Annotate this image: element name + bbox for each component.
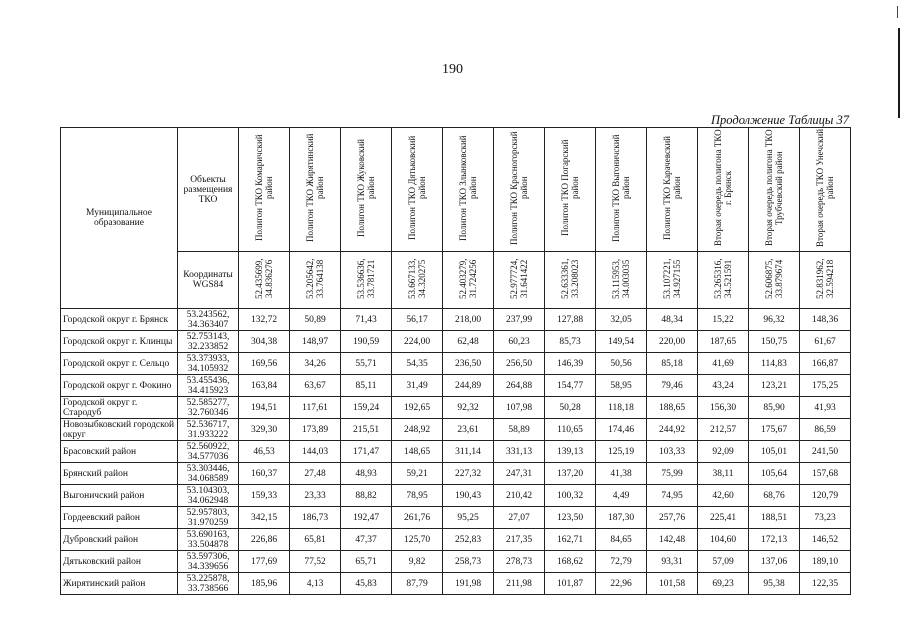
distance-cell: 177,69 — [239, 551, 290, 573]
distance-cell: 241,50 — [800, 441, 851, 463]
distance-cell: 122,35 — [800, 573, 851, 595]
municipality-coords: 53.104303, 34.062948 — [178, 485, 239, 507]
municipality-coords: 52.536717, 31.933222 — [178, 419, 239, 441]
distance-cell: 72,79 — [596, 551, 647, 573]
distance-cell: 107,98 — [494, 397, 545, 419]
landfill-coords: 52.403279, 31.724256 — [458, 258, 478, 299]
landfill-coords: 53.205642, 33.764138 — [305, 258, 325, 299]
landfill-coords: 52.831962, 32.594218 — [815, 258, 835, 299]
table-row — [61, 529, 851, 551]
distance-cell: 169,56 — [239, 353, 290, 375]
table-row — [61, 331, 851, 353]
distance-cell: 148,65 — [392, 441, 443, 463]
distance-cell: 160,37 — [239, 463, 290, 485]
municipality-coords: 53.225878, 33.738566 — [178, 573, 239, 595]
landfill-column-header — [647, 128, 698, 252]
distance-cell: 185,96 — [239, 573, 290, 595]
municipality-name: Жирятинский район — [61, 573, 178, 595]
distance-cell: 329,30 — [239, 419, 290, 441]
distance-cell: 159,33 — [239, 485, 290, 507]
table-row — [61, 551, 851, 573]
distance-cell: 212,57 — [698, 419, 749, 441]
distance-cell: 27,07 — [494, 507, 545, 529]
municipality-coords: 52.753143, 32.233852 — [178, 331, 239, 353]
distance-cell: 248,92 — [392, 419, 443, 441]
municipality-coords: 53.243562, 34.363407 — [178, 309, 239, 331]
landfill-coords: 52.633361, 33.208023 — [560, 258, 580, 299]
table-row — [61, 463, 851, 485]
page-number: 190 — [442, 62, 463, 77]
municipality-name: Городской округ г. Брянск — [61, 309, 178, 331]
distance-cell: 41,38 — [596, 463, 647, 485]
distance-cell: 142,48 — [647, 529, 698, 551]
distance-cell: 188,51 — [749, 507, 800, 529]
distance-cell: 9,82 — [392, 551, 443, 573]
distance-cell: 103,33 — [647, 441, 698, 463]
distance-cell: 261,76 — [392, 507, 443, 529]
distance-cell: 189,10 — [800, 551, 851, 573]
distance-cell: 101,58 — [647, 573, 698, 595]
landfill-coords-header — [545, 252, 596, 309]
distance-cell: 77,52 — [290, 551, 341, 573]
distance-cell: 69,23 — [698, 573, 749, 595]
landfill-name: Полигон ТКО Красногорский район — [509, 131, 529, 245]
distance-cell: 41,69 — [698, 353, 749, 375]
landfill-column-header — [239, 128, 290, 252]
table-row — [61, 441, 851, 463]
distance-cell: 85,73 — [545, 331, 596, 353]
distance-cell: 110,65 — [545, 419, 596, 441]
landfill-coords-header — [341, 252, 392, 309]
distance-cell: 125,70 — [392, 529, 443, 551]
distance-cell: 117,61 — [290, 397, 341, 419]
distance-cell: 215,51 — [341, 419, 392, 441]
distance-cell: 4,13 — [290, 573, 341, 595]
landfill-coords-header — [494, 252, 545, 309]
landfill-name: Полигон ТКО Дятьковский район — [407, 135, 427, 241]
distance-cell: 150,75 — [749, 331, 800, 353]
municipality-name: Городской округ г. Клинцы — [61, 331, 178, 353]
distance-cell: 78,95 — [392, 485, 443, 507]
distance-cell: 46,53 — [239, 441, 290, 463]
objects-header: Объекты размещения ТКО — [178, 128, 239, 252]
distance-cell: 252,83 — [443, 529, 494, 551]
table-body — [61, 309, 851, 595]
table-caption: Продолжение Таблицы 37 — [711, 113, 849, 127]
landfill-name: Вторая очередь полигона ТКО Трубчевский район — [764, 129, 784, 247]
distance-table — [60, 127, 851, 595]
landfill-coords-header — [749, 252, 800, 309]
distance-cell: 127,88 — [545, 309, 596, 331]
landfill-coords: 53.107221, 34.927155 — [662, 258, 682, 299]
distance-cell: 55,71 — [341, 353, 392, 375]
distance-cell: 48,34 — [647, 309, 698, 331]
distance-cell: 65,81 — [290, 529, 341, 551]
municipality-name: Городской округ г. Сельцо — [61, 353, 178, 375]
landfill-coords: 53.536636, 33.781721 — [356, 258, 376, 299]
table-row — [61, 507, 851, 529]
landfill-column-header — [341, 128, 392, 252]
distance-cell: 101,87 — [545, 573, 596, 595]
municipality-coords: 53.303446, 34.068589 — [178, 463, 239, 485]
distance-cell: 186,73 — [290, 507, 341, 529]
distance-cell: 137,20 — [545, 463, 596, 485]
distance-cell: 146,39 — [545, 353, 596, 375]
landfill-name: Полигон ТКО Погарский район — [560, 139, 580, 237]
distance-cell: 42,60 — [698, 485, 749, 507]
distance-cell: 227,32 — [443, 463, 494, 485]
distance-cell: 123,21 — [749, 375, 800, 397]
landfill-name: Полигон ТКО Комаричский район — [254, 134, 274, 242]
landfill-coords: 53.667133, 34.320275 — [407, 258, 427, 299]
distance-cell: 95,25 — [443, 507, 494, 529]
distance-cell: 23,33 — [290, 485, 341, 507]
distance-cell: 148,36 — [800, 309, 851, 331]
municipality-name: Дятьковский район — [61, 551, 178, 573]
distance-cell: 50,56 — [596, 353, 647, 375]
distance-cell: 47,37 — [341, 529, 392, 551]
distance-cell: 23,61 — [443, 419, 494, 441]
distance-cell: 45,83 — [341, 573, 392, 595]
distance-cell: 48,93 — [341, 463, 392, 485]
distance-cell: 93,31 — [647, 551, 698, 573]
distance-cell: 92,09 — [698, 441, 749, 463]
municipality-coords: 53.690163, 33.504878 — [178, 529, 239, 551]
distance-cell: 86,59 — [800, 419, 851, 441]
distance-cell: 54,35 — [392, 353, 443, 375]
municipality-name: Выгоничский район — [61, 485, 178, 507]
coords-header: Координаты WGS84 — [178, 252, 239, 309]
distance-cell: 224,00 — [392, 331, 443, 353]
distance-cell: 75,99 — [647, 463, 698, 485]
distance-cell: 50,89 — [290, 309, 341, 331]
distance-cell: 237,99 — [494, 309, 545, 331]
distance-cell: 139,13 — [545, 441, 596, 463]
municipality-header: Муниципальное образование — [61, 128, 178, 309]
landfill-coords-header — [800, 252, 851, 309]
distance-cell: 4,49 — [596, 485, 647, 507]
distance-cell: 173,89 — [290, 419, 341, 441]
landfill-column-header — [749, 128, 800, 252]
distance-cell: 96,32 — [749, 309, 800, 331]
distance-cell: 95,38 — [749, 573, 800, 595]
landfill-coords: 53.115953, 34.003035 — [611, 258, 631, 299]
distance-cell: 15,22 — [698, 309, 749, 331]
distance-cell: 105,01 — [749, 441, 800, 463]
landfill-coords-header — [596, 252, 647, 309]
distance-cell: 57,09 — [698, 551, 749, 573]
landfill-column-header — [698, 128, 749, 252]
table-row — [61, 375, 851, 397]
table-row — [61, 573, 851, 595]
distance-cell: 105,64 — [749, 463, 800, 485]
municipality-name: Гордеевский район — [61, 507, 178, 529]
distance-cell: 132,72 — [239, 309, 290, 331]
landfill-name: Полигон ТКО Карачевский район — [662, 136, 682, 240]
landfill-name: Полигон ТКО Выгоничский район — [611, 134, 631, 242]
table-header — [61, 128, 851, 309]
municipality-name: Городской округ г. Фокино — [61, 375, 178, 397]
distance-cell: 144,03 — [290, 441, 341, 463]
distance-cell: 38,11 — [698, 463, 749, 485]
header-row-coords — [61, 252, 851, 309]
landfill-name: Вторая очередь ТКО Унечский район — [815, 128, 835, 248]
distance-cell: 59,21 — [392, 463, 443, 485]
distance-cell: 226,86 — [239, 529, 290, 551]
distance-cell: 187,65 — [698, 331, 749, 353]
municipality-coords: 53.455436, 34.415923 — [178, 375, 239, 397]
distance-cell: 63,67 — [290, 375, 341, 397]
distance-cell: 120,79 — [800, 485, 851, 507]
landfill-column-header — [545, 128, 596, 252]
municipality-coords: 52.560922, 34.577036 — [178, 441, 239, 463]
landfill-coords-header — [443, 252, 494, 309]
landfill-column-header — [800, 128, 851, 252]
distance-cell: 168,62 — [545, 551, 596, 573]
municipality-name: Дубровский район — [61, 529, 178, 551]
distance-cell: 258,73 — [443, 551, 494, 573]
landfill-column-header — [392, 128, 443, 252]
landfill-coords: 53.265316, 34.521591 — [713, 258, 733, 299]
municipality-name: Городской округ г. Стародуб — [61, 397, 178, 419]
landfill-coords-header — [647, 252, 698, 309]
distance-cell: 84,65 — [596, 529, 647, 551]
distance-cell: 79,46 — [647, 375, 698, 397]
landfill-name: Вторая очередь полигона ТКО г. Брянск — [713, 129, 733, 247]
distance-cell: 331,13 — [494, 441, 545, 463]
municipality-coords: 53.597306, 34.339656 — [178, 551, 239, 573]
landfill-name: Полигон ТКО Жирятинский район — [305, 133, 325, 243]
distance-cell: 123,50 — [545, 507, 596, 529]
distance-cell: 32,05 — [596, 309, 647, 331]
landfill-column-header — [290, 128, 341, 252]
distance-cell: 175,67 — [749, 419, 800, 441]
distance-cell: 172,13 — [749, 529, 800, 551]
landfill-coords: 52.606875, 33.879674 — [764, 258, 784, 299]
distance-cell: 85,90 — [749, 397, 800, 419]
distance-cell: 31,49 — [392, 375, 443, 397]
distance-cell: 278,73 — [494, 551, 545, 573]
landfill-column-header — [596, 128, 647, 252]
distance-cell: 74,95 — [647, 485, 698, 507]
distance-cell: 118,18 — [596, 397, 647, 419]
municipality-name: Новозыбковский городской округ — [61, 419, 178, 441]
distance-cell: 225,41 — [698, 507, 749, 529]
distance-cell: 192,65 — [392, 397, 443, 419]
distance-cell: 85,11 — [341, 375, 392, 397]
distance-cell: 190,43 — [443, 485, 494, 507]
distance-cell: 61,67 — [800, 331, 851, 353]
distance-cell: 210,42 — [494, 485, 545, 507]
distance-cell: 27,48 — [290, 463, 341, 485]
table-row — [61, 419, 851, 441]
landfill-coords: 52.435699, 34.836276 — [254, 258, 274, 299]
distance-cell: 191,98 — [443, 573, 494, 595]
distance-cell: 34,26 — [290, 353, 341, 375]
distance-cell: 92,32 — [443, 397, 494, 419]
distance-cell: 257,76 — [647, 507, 698, 529]
distance-cell: 211,98 — [494, 573, 545, 595]
municipality-name: Брасовский район — [61, 441, 178, 463]
distance-cell: 87,79 — [392, 573, 443, 595]
distance-cell: 68,76 — [749, 485, 800, 507]
distance-cell: 43,24 — [698, 375, 749, 397]
header-row-names — [61, 128, 851, 252]
table-row — [61, 397, 851, 419]
distance-cell: 85,18 — [647, 353, 698, 375]
distance-cell: 162,71 — [545, 529, 596, 551]
distance-cell: 190,59 — [341, 331, 392, 353]
distance-cell: 58,89 — [494, 419, 545, 441]
municipality-coords: 53.373933, 34.105932 — [178, 353, 239, 375]
distance-cell: 163,84 — [239, 375, 290, 397]
distance-cell: 71,43 — [341, 309, 392, 331]
distance-cell: 159,24 — [341, 397, 392, 419]
table-row — [61, 485, 851, 507]
distance-cell: 100,32 — [545, 485, 596, 507]
landfill-name: Полигон ТКО Злынковский район — [458, 135, 478, 241]
distance-cell: 247,31 — [494, 463, 545, 485]
landfill-column-header — [494, 128, 545, 252]
distance-cell: 304,38 — [239, 331, 290, 353]
distance-cell: 264,88 — [494, 375, 545, 397]
distance-cell: 60,23 — [494, 331, 545, 353]
distance-cell: 22,96 — [596, 573, 647, 595]
distance-cell: 88,82 — [341, 485, 392, 507]
distance-cell: 311,14 — [443, 441, 494, 463]
distance-cell: 62,48 — [443, 331, 494, 353]
distance-cell: 188,65 — [647, 397, 698, 419]
distance-cell: 342,15 — [239, 507, 290, 529]
edge-tick-mark — [897, 6, 898, 18]
distance-cell: 104,60 — [698, 529, 749, 551]
landfill-name: Полигон ТКО Жуковский район — [356, 139, 376, 237]
distance-cell: 256,50 — [494, 353, 545, 375]
table-row — [61, 309, 851, 331]
distance-cell: 218,00 — [443, 309, 494, 331]
distance-cell: 236,50 — [443, 353, 494, 375]
distance-cell: 187,30 — [596, 507, 647, 529]
distance-cell: 73,23 — [800, 507, 851, 529]
distance-cell: 41,93 — [800, 397, 851, 419]
distance-cell: 244,89 — [443, 375, 494, 397]
distance-cell: 156,30 — [698, 397, 749, 419]
distance-cell: 174,46 — [596, 419, 647, 441]
landfill-coords-header — [698, 252, 749, 309]
municipality-coords: 52.585277, 32.760346 — [178, 397, 239, 419]
distance-cell: 148,97 — [290, 331, 341, 353]
table-row — [61, 353, 851, 375]
municipality-name: Брянский район — [61, 463, 178, 485]
municipality-coords: 52.957803, 31.970259 — [178, 507, 239, 529]
distance-cell: 50,28 — [545, 397, 596, 419]
landfill-column-header — [443, 128, 494, 252]
distance-cell: 58,95 — [596, 375, 647, 397]
distance-cell: 114,83 — [749, 353, 800, 375]
distance-cell: 65,71 — [341, 551, 392, 573]
distance-cell: 171,47 — [341, 441, 392, 463]
distance-cell: 56,17 — [392, 309, 443, 331]
distance-cell: 146,52 — [800, 529, 851, 551]
distance-cell: 154,77 — [545, 375, 596, 397]
distance-cell: 137,06 — [749, 551, 800, 573]
landfill-coords-header — [392, 252, 443, 309]
landfill-coords: 52.977724, 31.641422 — [509, 258, 529, 299]
distance-cell: 217,35 — [494, 529, 545, 551]
distance-cell: 175,25 — [800, 375, 851, 397]
distance-cell: 194,51 — [239, 397, 290, 419]
distance-cell: 149,54 — [596, 331, 647, 353]
landfill-coords-header — [290, 252, 341, 309]
distance-cell: 166,87 — [800, 353, 851, 375]
distance-cell: 192,47 — [341, 507, 392, 529]
distance-cell: 125,19 — [596, 441, 647, 463]
landfill-coords-header — [239, 252, 290, 309]
distance-cell: 157,68 — [800, 463, 851, 485]
distance-cell: 220,00 — [647, 331, 698, 353]
distance-cell: 244,92 — [647, 419, 698, 441]
